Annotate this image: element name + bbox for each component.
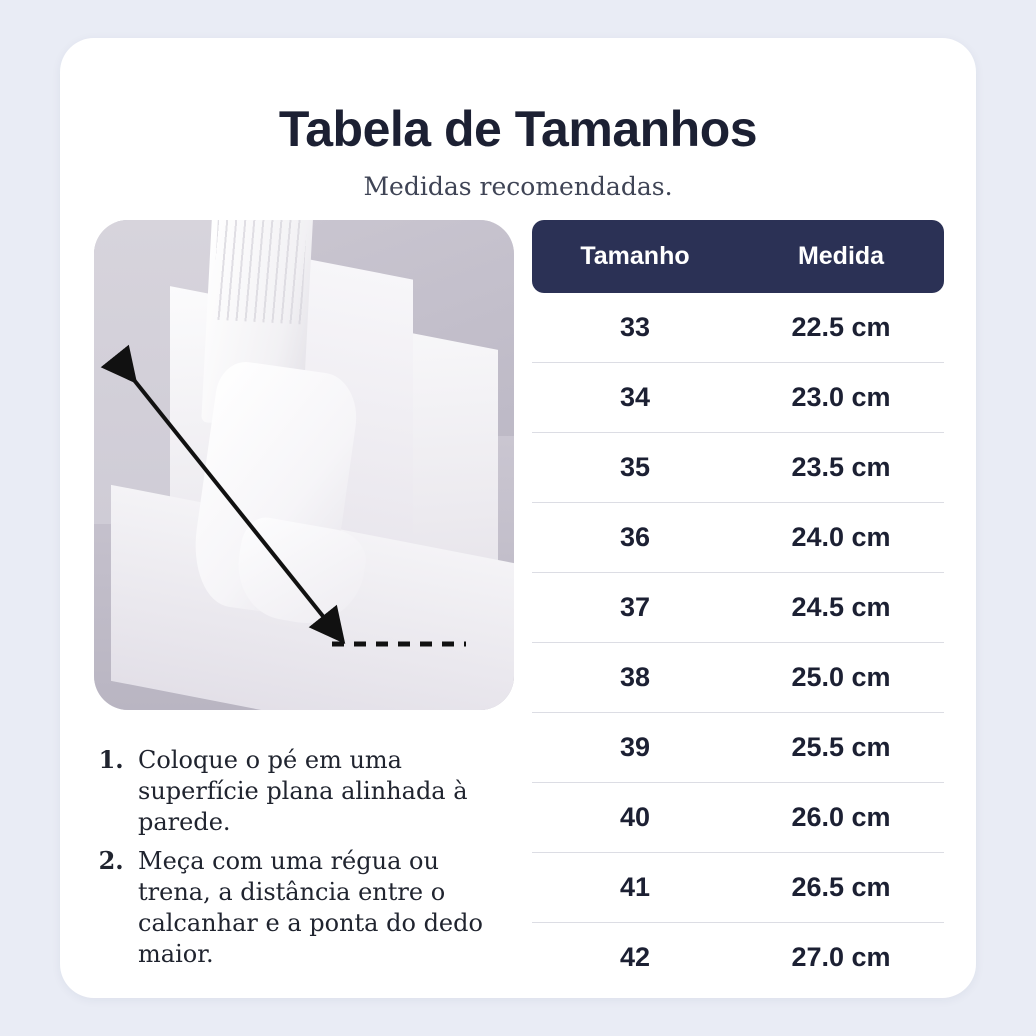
table-row xyxy=(532,363,944,433)
cell-measure: 26.5 cm xyxy=(738,853,944,923)
page-subtitle: Medidas recomendadas. xyxy=(363,172,673,201)
cell-size: 37 xyxy=(532,573,738,643)
table-row xyxy=(532,643,944,713)
cell-measure: 24.5 cm xyxy=(738,573,944,643)
table-row xyxy=(532,503,944,573)
cell-measure: 27.0 cm xyxy=(791,942,891,972)
column-header-size: Tamanho xyxy=(532,220,738,293)
cell-size: 39 xyxy=(532,713,738,783)
instruction-item: 1. Coloque o pé em uma superfície plana alinhada à parede. xyxy=(132,744,510,839)
table-row xyxy=(532,923,944,993)
right-column xyxy=(510,220,976,992)
left-column xyxy=(60,220,510,992)
cell-size: 41 xyxy=(532,853,738,923)
cell-size: 38 xyxy=(532,643,738,713)
cell-size: 36 xyxy=(532,503,738,573)
cell-size: 35 xyxy=(532,433,738,503)
cell-measure: 25.0 cm xyxy=(738,643,944,713)
cell-size: 40 xyxy=(532,783,738,853)
cell-measure: 23.5 cm xyxy=(738,433,944,503)
instructions-list xyxy=(94,744,510,970)
table-row xyxy=(532,853,944,923)
instruction-item: 2. Meça com uma régua ou trena, a distância entre o calcanhar e a ponta do dedo maior. xyxy=(132,845,510,971)
table-row xyxy=(532,293,944,363)
content-area xyxy=(60,220,976,992)
table-row xyxy=(532,783,944,853)
table-header-row xyxy=(532,220,944,293)
table-row xyxy=(532,573,944,643)
cell-measure: 23.0 cm xyxy=(738,363,944,433)
column-header-measure: Medida xyxy=(738,220,944,293)
cell-size: 34 xyxy=(532,363,738,433)
page-title: Tabela de Tamanhos xyxy=(278,101,758,157)
cell-measure: 25.5 cm xyxy=(738,713,944,783)
foot-measurement-photo xyxy=(94,220,514,710)
size-table xyxy=(532,220,944,992)
measurement-arrow-icon xyxy=(94,220,514,710)
cell-measure: 26.0 cm xyxy=(738,783,944,853)
table-row xyxy=(532,713,944,783)
cell-measure: 22.5 cm xyxy=(738,293,944,363)
cell-measure: 24.0 cm xyxy=(738,503,944,573)
size-chart-card xyxy=(60,38,976,998)
cell-size: 33 xyxy=(532,293,738,363)
table-row xyxy=(532,433,944,503)
cell-size: 42 xyxy=(619,942,651,972)
